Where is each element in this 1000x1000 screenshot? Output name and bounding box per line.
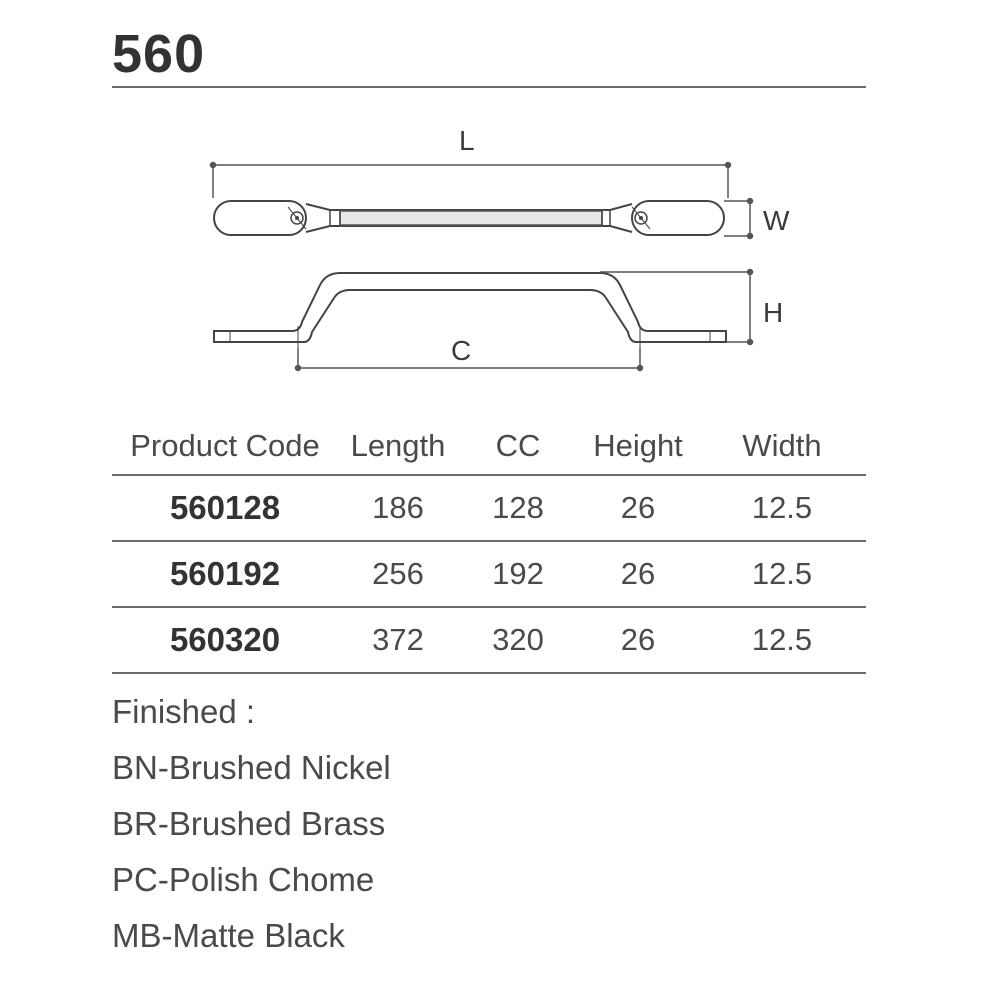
cell-cc: 320 bbox=[458, 607, 578, 673]
header-product-code: Product Code bbox=[112, 418, 338, 475]
cell-height: 26 bbox=[578, 475, 698, 541]
cell-length: 372 bbox=[338, 607, 458, 673]
handle-top-view bbox=[214, 201, 724, 235]
table-row bbox=[112, 475, 866, 541]
width-dimension bbox=[724, 199, 753, 239]
cell-width: 12.5 bbox=[698, 475, 866, 541]
table-row bbox=[112, 607, 866, 673]
table-row bbox=[112, 541, 866, 607]
length-label: L bbox=[459, 125, 475, 156]
header-cc: CC bbox=[458, 418, 578, 475]
finish-item: MB-Matte Black bbox=[112, 917, 345, 954]
handle-technical-drawing bbox=[0, 0, 1000, 400]
header-width: Width bbox=[698, 418, 866, 475]
cc-label: C bbox=[451, 335, 472, 366]
height-dimension bbox=[600, 270, 753, 345]
finishes-list bbox=[112, 684, 391, 964]
length-dimension bbox=[211, 163, 731, 199]
cell-height: 26 bbox=[578, 541, 698, 607]
finish-item: PC-Polish Chome bbox=[112, 861, 375, 898]
cell-cc: 128 bbox=[458, 475, 578, 541]
cell-product-code: 560192 bbox=[112, 541, 338, 607]
header-height: Height bbox=[578, 418, 698, 475]
header-length: Length bbox=[338, 418, 458, 475]
cell-product-code: 560128 bbox=[112, 475, 338, 541]
cell-cc: 192 bbox=[458, 541, 578, 607]
table-header-row bbox=[112, 418, 866, 475]
cell-width: 12.5 bbox=[698, 607, 866, 673]
finishes-heading: Finished : bbox=[112, 693, 256, 730]
cell-product-code: 560320 bbox=[112, 607, 338, 673]
height-label: H bbox=[763, 297, 784, 328]
cell-height: 26 bbox=[578, 607, 698, 673]
product-spec-table bbox=[112, 418, 866, 674]
cell-length: 186 bbox=[338, 475, 458, 541]
width-label: W bbox=[763, 205, 790, 236]
model-title: 560 bbox=[112, 24, 206, 84]
finish-item: BN-Brushed Nickel bbox=[112, 749, 391, 786]
cell-length: 256 bbox=[338, 541, 458, 607]
cell-width: 12.5 bbox=[698, 541, 866, 607]
finish-item: BR-Brushed Brass bbox=[112, 805, 386, 842]
